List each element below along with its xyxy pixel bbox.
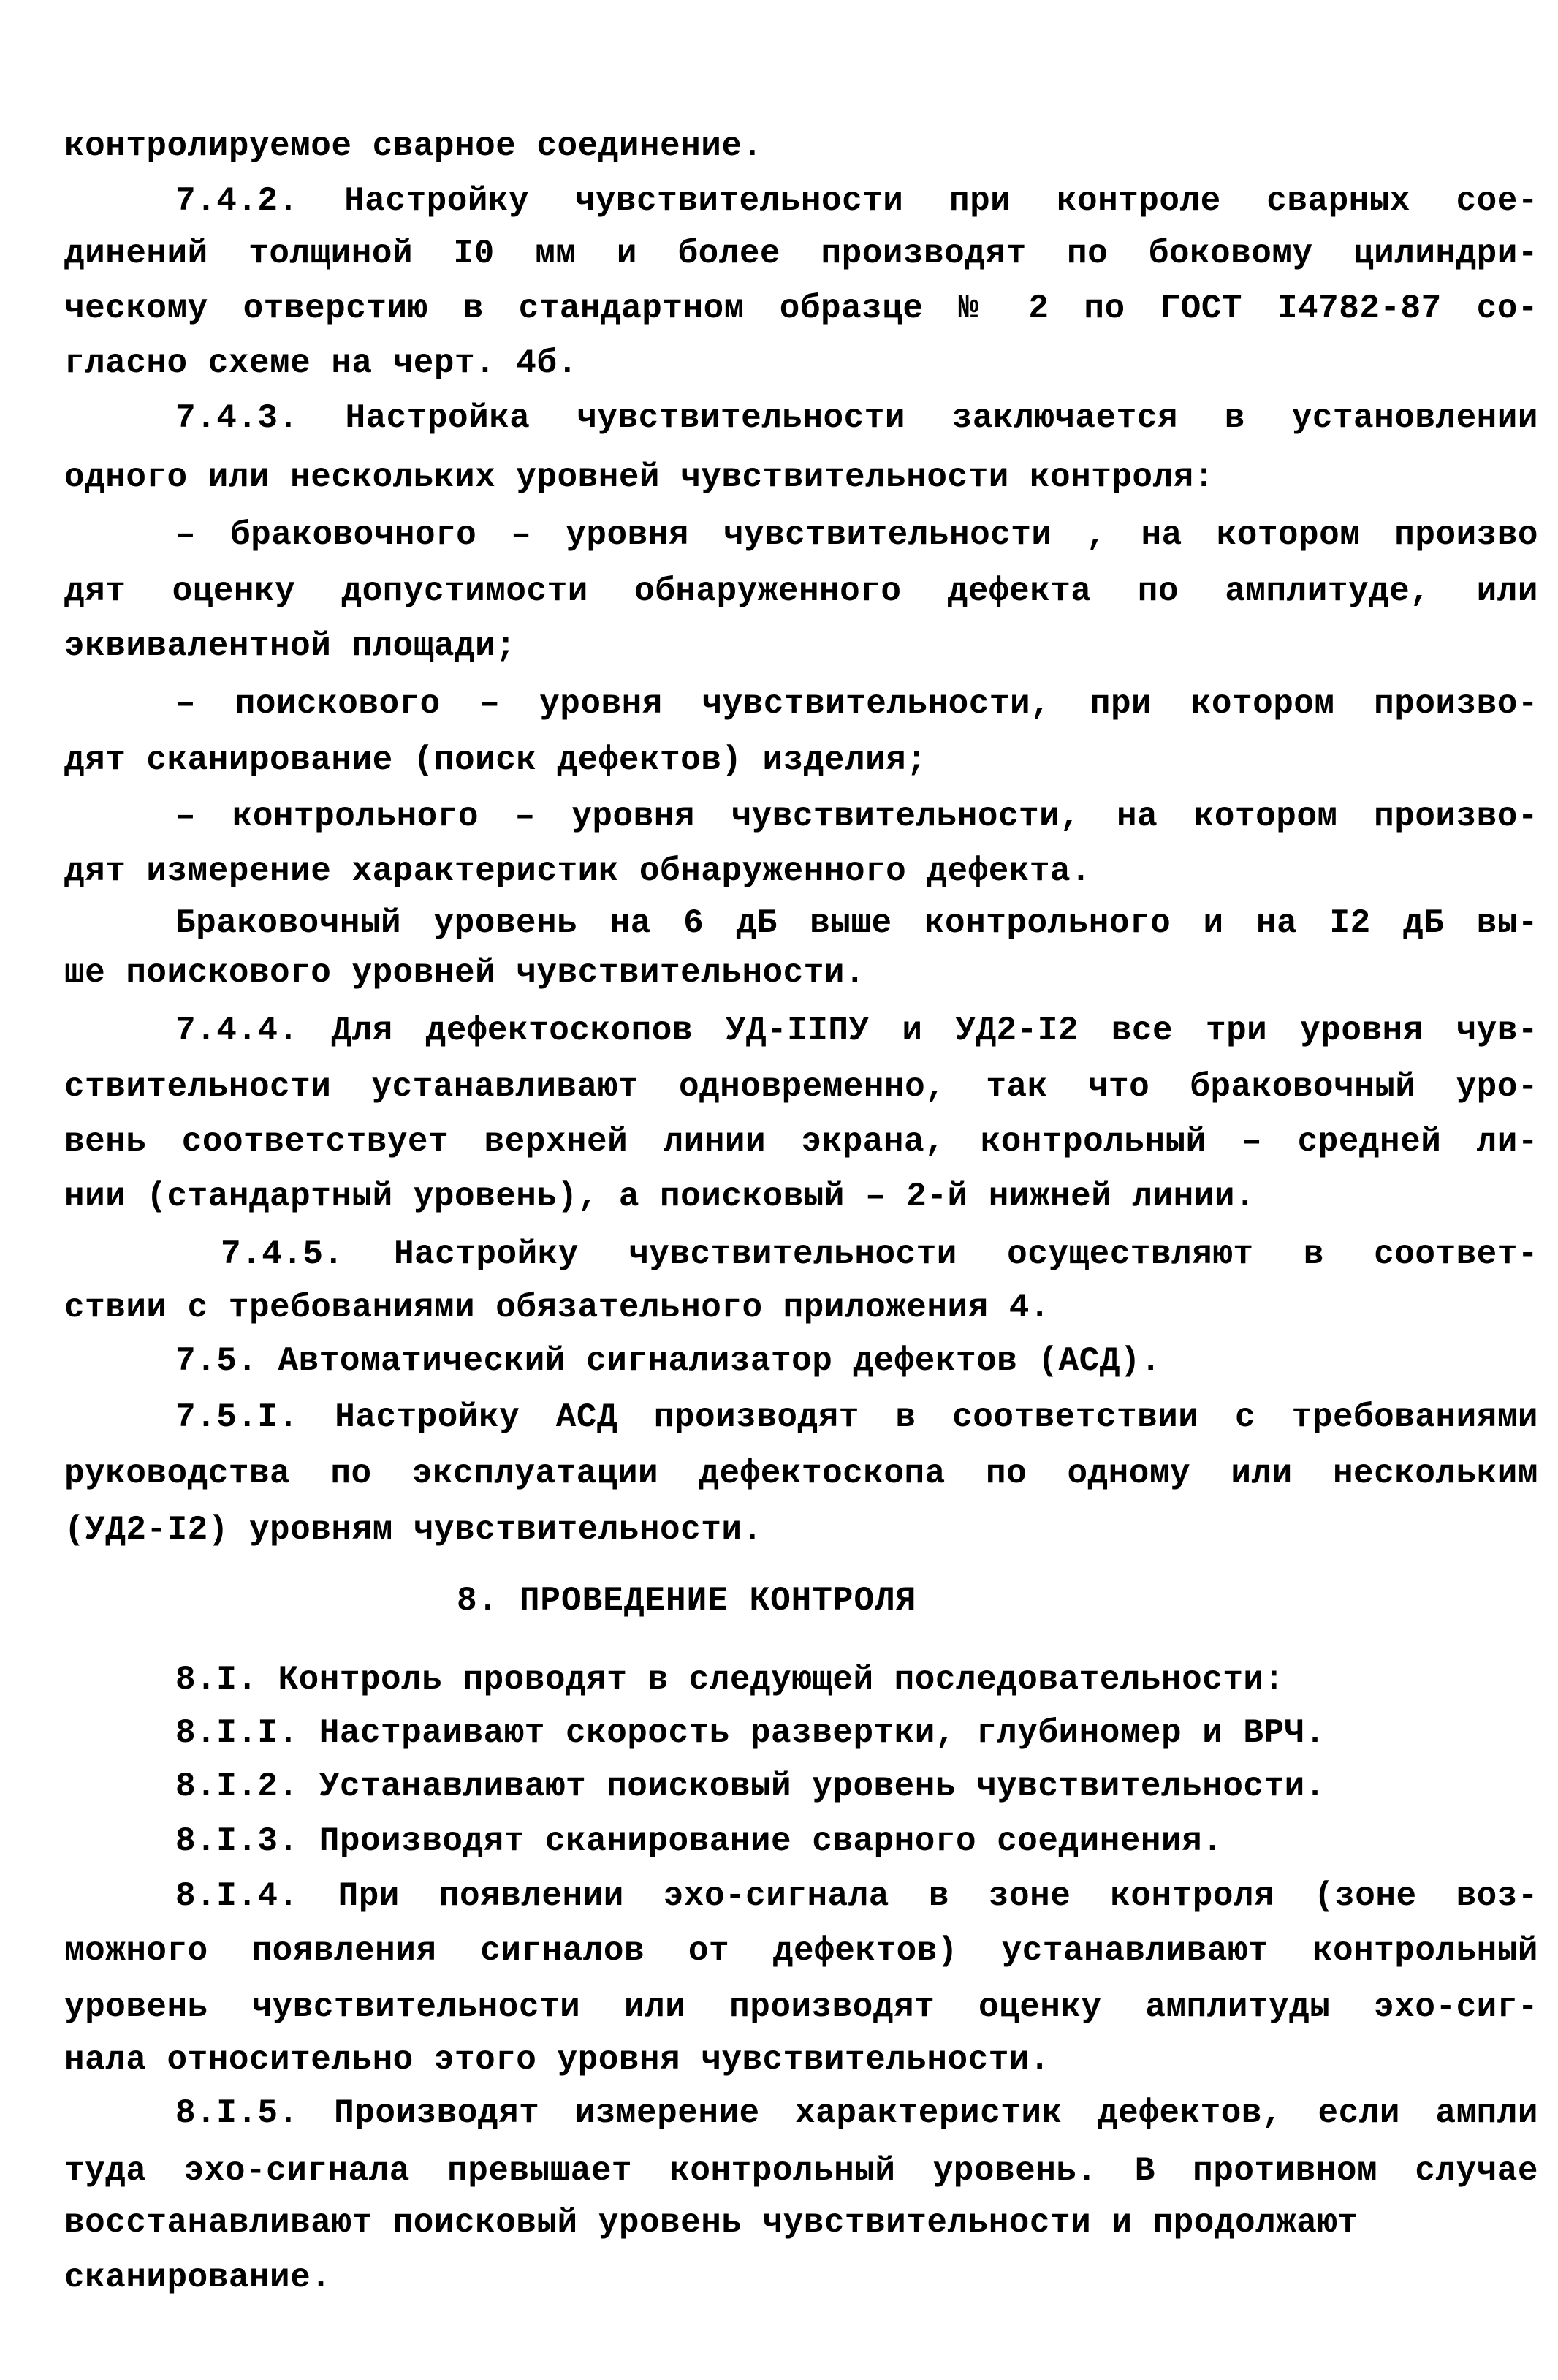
- text-line: восстанавливают поисковый уровень чувствительности и продолжают: [64, 2204, 1358, 2242]
- text-line: 7.4.2. Настройку чувствительности при контроле сварных сое-: [175, 182, 1538, 220]
- text-line: ствительности устанавливают одновременно, так что браковочный уро-: [64, 1068, 1538, 1106]
- text-line: 8.I.2. Устанавливают поисковый уровень чувствительности.: [175, 1767, 1326, 1805]
- text-line: контролируемое сварное соединение.: [64, 127, 763, 165]
- text-line: динений толщиной I0 мм и более производят по боковому цилиндри-: [64, 235, 1538, 273]
- text-line: нии (стандартный уровень), а поисковый – 2-й нижней линии.: [64, 1178, 1256, 1216]
- text-line: вень соответствует верхней линии экрана, контрольный – средней ли-: [64, 1123, 1538, 1161]
- text-line: – поискового – уровня чувствительности, при котором произво-: [175, 685, 1538, 723]
- text-line: гласно схеме на черт. 4б.: [64, 344, 578, 382]
- text-line: – контрольного – уровня чувствительности, на котором произво-: [175, 797, 1538, 835]
- text-line: 7.4.4. Для дефектоскопов УД-IIПУ и УД2-I2 все три уровня чув-: [175, 1012, 1538, 1050]
- text-line: – браковочного – уровня чувствительности , на котором произво: [175, 516, 1538, 554]
- text-line: (УД2-I2) уровням чувствительности.: [64, 1511, 763, 1549]
- text-line: сканирование.: [64, 2259, 332, 2297]
- text-line: уровень чувствительности или производят оценку амплитуды эхо-сиг-: [64, 1988, 1538, 2026]
- text-line: 7.5. Автоматический сигнализатор дефектов (АСД).: [175, 1342, 1162, 1380]
- text-line: дят измерение характеристик обнаруженного дефекта.: [64, 852, 1092, 890]
- text-line: дят сканирование (поиск дефектов) изделия;: [64, 741, 927, 779]
- text-line: Браковочный уровень на 6 дБ выше контрольного и на I2 дБ вы-: [175, 904, 1538, 942]
- text-line: 7.5.I. Настройку АСД производят в соответствии с требованиями: [175, 1398, 1538, 1436]
- text-line: 8.I.5. Производят измерение характеристик дефектов, если ампли: [175, 2094, 1538, 2132]
- text-line: туда эхо-сигнала превышает контрольный уровень. В противном случае: [64, 2152, 1538, 2190]
- text-line: 7.4.5. Настройку чувствительности осуществляют в соответ-: [221, 1235, 1538, 1273]
- text-line: ствии с требованиями обязательного приложения 4.: [64, 1289, 1051, 1327]
- text-line: 8.I.3. Производят сканирование сварного соединения.: [175, 1822, 1223, 1860]
- text-line: 8.I.4. При появлении эхо-сигнала в зоне контроля (зоне воз-: [175, 1877, 1538, 1915]
- text-line: ше поискового уровней чувствительности.: [64, 954, 866, 992]
- text-line: 7.4.3. Настройка чувствительности заключается в установлении: [175, 399, 1538, 437]
- text-line: дят оценку допустимости обнаруженного дефекта по амплитуде, или: [64, 572, 1538, 610]
- text-line: ческому отверстию в стандартном образце № 2 по ГОСТ I4782-87 со-: [64, 289, 1538, 327]
- text-line: эквивалентной площади;: [64, 627, 517, 665]
- text-line: 8.I.I. Настраивают скорость развертки, глубиномер и ВРЧ.: [175, 1714, 1326, 1752]
- text-line: нала относительно этого уровня чувствительности.: [64, 2041, 1051, 2079]
- text-line: 8.I. Контроль проводят в следующей последовательности:: [175, 1661, 1285, 1699]
- text-line: одного или нескольких уровней чувствительности контроля:: [64, 458, 1215, 496]
- text-line: можного появления сигналов от дефектов) устанавливают контрольный: [64, 1932, 1538, 1970]
- section-heading: 8. ПРОВЕДЕНИЕ КОНТРОЛЯ: [457, 1582, 917, 1620]
- text-line: руководства по эксплуатации дефектоскопа по одному или нескольким: [64, 1455, 1538, 1493]
